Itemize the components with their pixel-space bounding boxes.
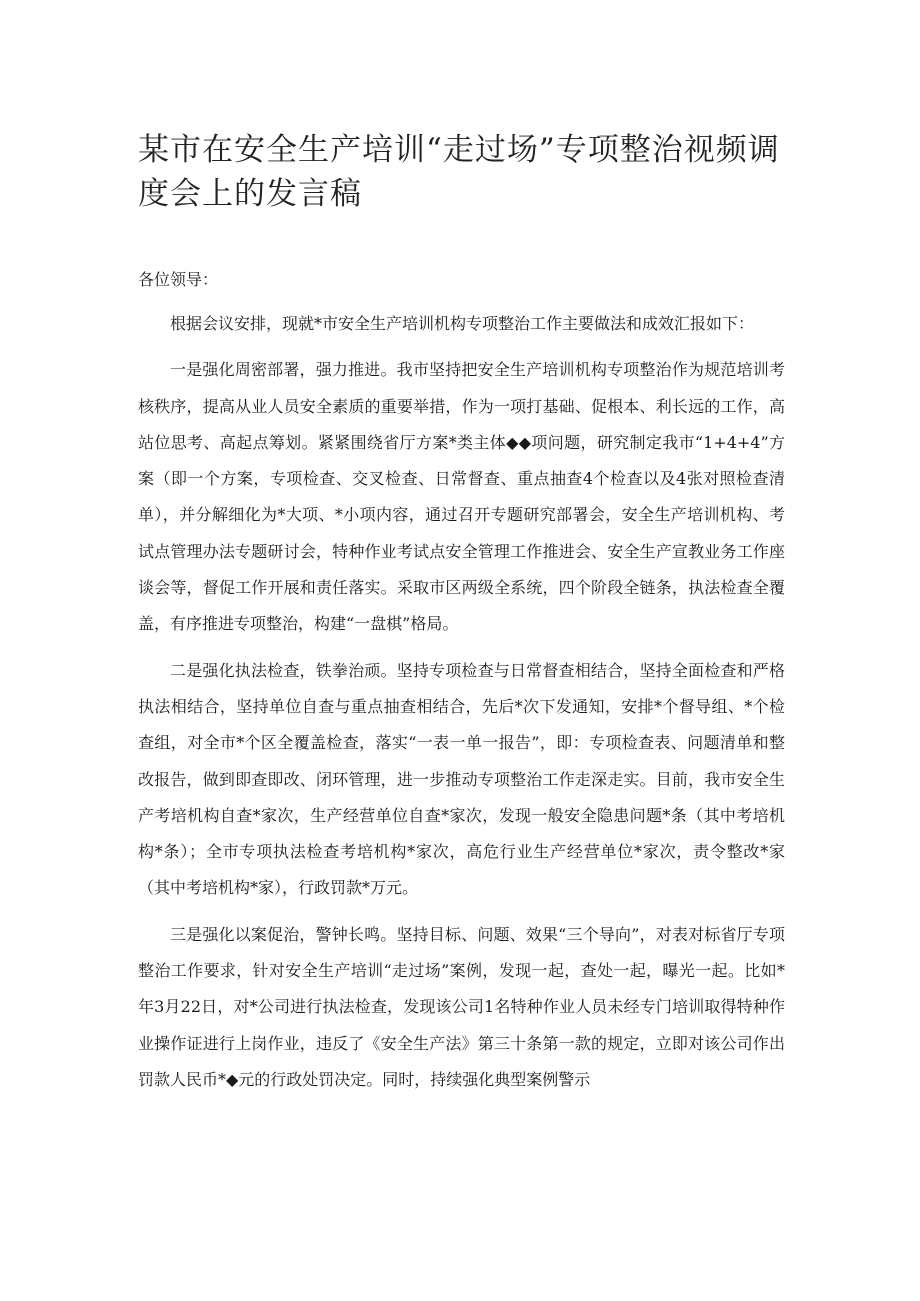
document-title: 某市在安全生产培训“走过场”专项整治视频调度会上的发言稿 <box>138 132 780 212</box>
document-page <box>138 128 785 1098</box>
intro-paragraph: 根据会议安排，现就*市安全生产培训机构专项整治工作主要做法和成效汇报如下： <box>170 314 755 333</box>
body-paragraph-2: 二是强化执法检查，铁拳治顽。坚持专项检查与日常督查相结合，坚持全面检查和严格执法相结合，坚持单位自查与重点抽查相结合，先后*次下发通知，安排*个督导组、*个检查组，对全市*个区全覆盖检查，落实“一表一单一报告”，即：专项检查表、问题清单和整改报告，做到即查即改、闭环管理，进一步推动专项整治工作走深走实。目前，我市安全生产考培机构自查*家次，生产经营单位自查*家次，发现一般安全隐患问题*条（其中考培机构*条）；全市专项执法检查考培机构*家次，高危行业生产经营单位*家次，责令整改*家（其中考培机构*家），行政罚款*万元。 <box>138 660 785 898</box>
salutation: 各位领导： <box>138 270 219 289</box>
body-paragraph-1: 一是强化周密部署，强力推进。我市坚持把安全生产培训机构专项整治作为规范培训考核秩序，提高从业人员安全素质的重要举措，作为一项打基础、促根本、利长远的工作，高站位思考、高起点筹划。紧紧围绕省厅方案*类主体◆◆项问题，研究制定我市“1+4+4”方案（即一个方案，专项检查、交叉检查、日常督查、重点抽查4个检查以及4张对照检查清单），并分解细化为*大项、*小项内容，通过召开专题研究部署会，安全生产培训机构、考试点管理办法专题研讨会，特种作业考试点安全管理工作推进会、安全生产宣教业务工作座谈会等，督促工作开展和责任落实。采取市区两级全系统，四个阶段全链条，执法检查全覆盖，有序推进专项整治，构建“一盘棋”格局。 <box>138 360 785 634</box>
body-paragraph-3: 三是强化以案促治，警钟长鸣。坚持目标、问题、效果“三个导向”，对表对标省厅专项整治工作要求，针对安全生产培训“走过场”案例，发现一起，查处一起，曝光一起。比如*年3月22日，对*公司进行执法检查，发现该公司1名特种作业人员未经专门培训取得特种作业操作证进行上岗作业，违反了《安全生产法》第三十条第一款的规定，立即对该公司作出罚款人民币*◆元的行政处罚决定。同时，持续强化典型案例警示 <box>138 924 785 1089</box>
